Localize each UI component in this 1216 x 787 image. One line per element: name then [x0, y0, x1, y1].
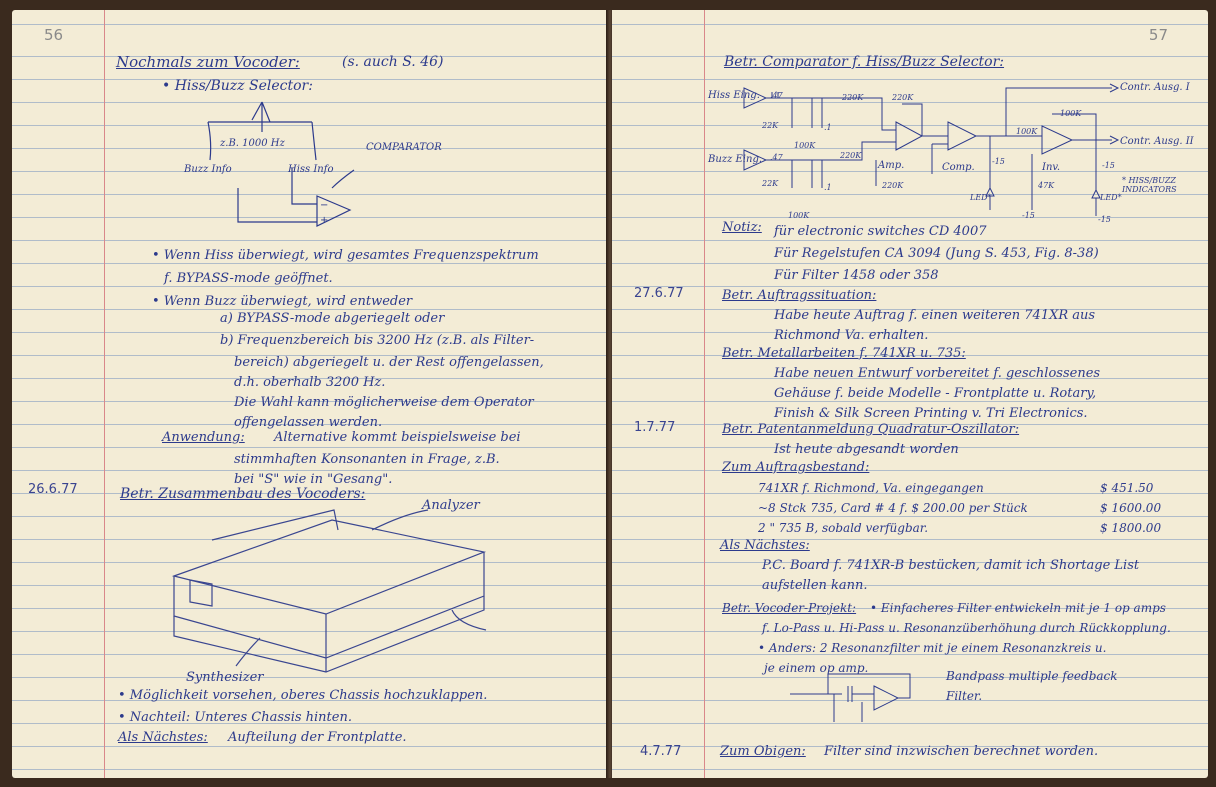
obigen-text: Filter sind inzwischen berechnet worden. [824, 744, 1099, 759]
text-line: aufstellen kann. [762, 578, 868, 593]
hiss-input-label: Hiss Eing. [708, 90, 760, 101]
freq-label: z.B. 1000 Hz [220, 138, 285, 149]
supply-label: -15 [1022, 211, 1035, 220]
entry-heading: Betr. Metallarbeiten f. 741XR u. 735: [722, 346, 966, 361]
resistor-label: 220K [842, 93, 864, 102]
naechstes-label: Als Nächstes: [118, 730, 208, 745]
buzz-info-label: Buzz Info [184, 164, 232, 175]
entry-heading: Betr. Zusammenbau des Vocoders: [120, 486, 366, 502]
resistor-label: 220K [892, 93, 914, 102]
text-line: P.C. Board f. 741XR-B bestücken, damit ich Shortage List [762, 558, 1140, 573]
entry-heading: Betr. Patentanmeldung Quadratur-Oszillator: [722, 422, 1020, 437]
text-line: a) BYPASS-mode abgeriegelt oder [220, 311, 445, 326]
section-heading: Betr. Comparator f. Hiss/Buzz Selector: [724, 54, 1005, 70]
text-line: Habe heute Auftrag f. einen weiteren 741XR aus [774, 308, 1096, 323]
synthesizer-label: Synthesizer [186, 670, 264, 685]
notiz-line: Für Filter 1458 oder 358 [774, 268, 939, 283]
right-page [612, 10, 1208, 778]
text-line: • Möglichkeit vorsehen, oberes Chassis hochzuklappen. [118, 688, 488, 703]
text-line: f. Lo-Pass u. Hi-Pass u. Resonanzüberhöhung durch Rückkopplung. [762, 621, 1171, 635]
bandpass-note: Bandpass multiple feedback [946, 669, 1118, 683]
resistor-label: 47K [1038, 181, 1055, 190]
supply-label: -15 [992, 157, 1005, 166]
resistor-label: 22K [762, 179, 779, 188]
order-item: ~8 Stck 735, Card # 4 f. $ 200.00 per Stück [758, 501, 1028, 515]
cap-label: .1 [824, 123, 832, 132]
text-line: bereich) abgeriegelt u. der Rest offengelassen, [234, 355, 544, 370]
notiz-line: Für Regelstufen CA 3094 (Jung S. 453, Fig. 8-38) [774, 246, 1099, 261]
entry-heading: Zum Auftragsbestand: [722, 460, 870, 475]
entry-date: 26.6.77 [28, 482, 78, 497]
section-heading: Nochmals zum Vocoder: [116, 53, 300, 71]
naechstes-text: Aufteilung der Frontplatte. [228, 730, 407, 745]
notiz-label: Notiz: [722, 220, 762, 235]
anwendung-line: bei "S" wie in "Gesang". [234, 472, 393, 487]
heading-reference: (s. auch S. 46) [342, 54, 444, 70]
text-line: offengelassen werden. [234, 415, 383, 430]
output-2-label: Contr. Ausg. II [1120, 136, 1194, 147]
text-line: • Anders: 2 Resonanzfilter mit je einem Resonanzkreis u. [758, 641, 1107, 655]
order-amount: $ 1600.00 [1100, 501, 1162, 515]
text-line: Habe neuen Entwurf vorbereitet f. geschlossenes [774, 366, 1101, 381]
resistor-label: 220K [840, 151, 862, 160]
order-amount: $ 451.50 [1100, 481, 1154, 495]
cap-label: .1 [824, 183, 832, 192]
comparator-label: COMPARATOR [366, 142, 442, 153]
naechstes-label: Als Nächstes: [720, 538, 810, 553]
resistor-label: 100K [788, 211, 810, 220]
supply-label: -15 [1102, 161, 1115, 170]
cap-label: .47 [770, 91, 783, 100]
obigen-label: Zum Obigen: [720, 744, 806, 759]
page-number: 56 [44, 26, 64, 44]
led-label: LED* [1100, 193, 1122, 202]
svg-text:+: + [320, 215, 329, 226]
entry-heading: Betr. Auftragssituation: [722, 288, 877, 303]
entry-date: 27.6.77 [634, 286, 684, 301]
resistor-label: 100K [1060, 109, 1082, 118]
order-item: 741XR f. Richmond, Va. eingegangen [758, 481, 984, 495]
supply-label: -15 [1098, 215, 1111, 224]
text-line: • Einfacheres Filter entwickeln mit je 1 op amps [870, 601, 1166, 615]
text-line: b) Frequenzbereich bis 3200 Hz (z.B. als Filter- [220, 333, 535, 348]
left-page [12, 10, 608, 778]
led-note: * HISS/BUZZ INDICATORS [1122, 176, 1177, 194]
bullet-hiss-buzz: • Hiss/Buzz Selector: [162, 78, 313, 94]
hiss-info-label: Hiss Info [288, 164, 334, 175]
anwendung-line: stimmhaften Konsonanten in Frage, z.B. [234, 452, 500, 467]
text-line: je einem op amp. [764, 661, 869, 675]
cap-label: .47 [770, 153, 783, 162]
resistor-label: 22K [762, 121, 779, 130]
text-line: Gehäuse f. beide Modelle - Frontplatte u. Rotary, [774, 386, 1097, 401]
page-number: 57 [1148, 26, 1168, 44]
text-line: Richmond Va. erhalten. [774, 328, 929, 343]
entry-date: 4.7.77 [640, 744, 682, 759]
svg-text:−: − [320, 200, 329, 211]
anwendung-line: Alternative kommt beispielsweise bei [274, 430, 521, 445]
resistor-label: 100K [794, 141, 816, 150]
entry-heading: Betr. Vocoder-Projekt: [722, 601, 857, 615]
text-line: • Wenn Hiss überwiegt, wird gesamtes Frequenzspektrum [152, 248, 539, 263]
bandpass-filter-sketch [612, 10, 1208, 778]
bandpass-note: Filter. [946, 689, 983, 703]
text-line: Finish & Silk Screen Printing v. Tri Electronics. [774, 406, 1088, 421]
text-line: • Wenn Buzz überwiegt, wird entweder [152, 294, 413, 309]
led-label: LED* [970, 193, 992, 202]
chassis-sketch [12, 10, 608, 778]
resistor-label: 220K [882, 181, 904, 190]
anwendung-label: Anwendung: [162, 430, 245, 445]
buzz-input-label: Buzz Eing. [708, 154, 763, 165]
text-line: Die Wahl kann möglicherweise dem Operator [234, 395, 534, 410]
amp-label: Amp. [878, 160, 905, 171]
text-line: Ist heute abgesandt worden [774, 442, 959, 457]
output-1-label: Contr. Ausg. I [1120, 82, 1190, 93]
resistor-label: 100K [1016, 127, 1038, 136]
inv-label: Inv. [1042, 162, 1061, 173]
order-amount: $ 1800.00 [1100, 521, 1162, 535]
text-line: • Nachteil: Unteres Chassis hinten. [118, 710, 352, 725]
notiz-line: für electronic switches CD 4007 [774, 224, 987, 239]
text-line: d.h. oberhalb 3200 Hz. [234, 375, 386, 390]
comp-label: Comp. [942, 162, 975, 173]
entry-date: 1.7.77 [634, 420, 676, 435]
analyzer-label: Analyzer [422, 498, 480, 513]
text-line: f. BYPASS-mode geöffnet. [164, 271, 333, 286]
order-item: 2 " 735 B, sobald verfügbar. [758, 521, 929, 535]
